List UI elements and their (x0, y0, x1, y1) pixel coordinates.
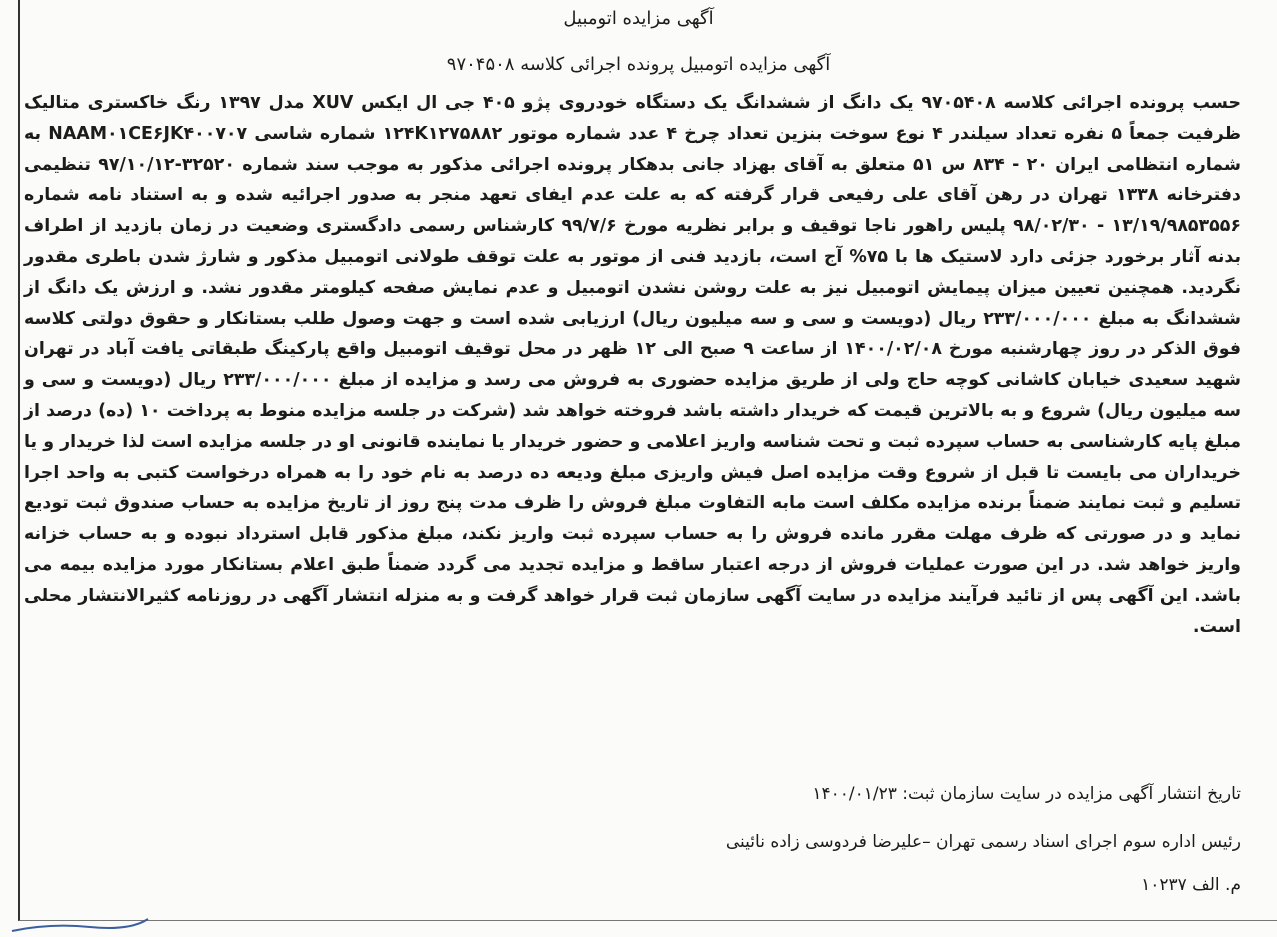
notice-subtitle: آگهی مزایده اتومبیل پرونده اجرائی کلاسه ۹۷۰۴۵۰۸ (446, 54, 831, 75)
publish-date: تاریخ انتشار آگهی مزایده در سایت سازمان ثبت: ۱۴۰۰/۰۱/۲۳ (812, 784, 1241, 804)
reference-code: م. الف ۱۰۲۳۷ (1141, 875, 1241, 895)
pen-stroke-decoration (10, 905, 150, 937)
notice-body: حسب پرونده اجرائی کلاسه ۹۷۰۵۴۰۸ یک دانگ از ششدانگ یک دستگاه خودروی پژو ۴۰۵ جی ال ایکس XUV مدل ۱۳۹۷ رنگ خاکستری متالیک ظرفیت جمعاً ۵ نفره تعداد سیلندر ۴ نوع سوخت بنزین تعداد چرخ ۴ عدد شماره موتور ۱۲۴K۱۲۷۵۸۸۲ شماره شاسی NAAM۰۱CE۶JK۴۰۰۷۰۷ به شماره انتظامی ایران ۲۰ - ۸۳۴ س ۵۱ متعلق به آقای بهزاد جانی بدهکار پرونده اجرائی مذکور به موجب سند شماره ۳۲۵۲۰-۹۷/۱۰/۱۲ تنظیمی دفترخانه ۱۳۳۸ تهران در رهن آقای علی رفیعی قرار گرفته که به علت عدم ایفای تعهد منجر به صدور اجرائیه شده و به استناد نامه شماره ۱۳/۱۹/۹۸۵۳۵۵۶ - ۹۸/۰۲/۳۰ پلیس راهور ناجا توقیف و برابر نظریه مورخ ۹۹/۷/۶ کارشناس رسمی دادگستری وضعیت در زمان بازدید از اطراف بدنه آثار برخورد جزئی دارد لاستیک ها با ۷۵% آج است، بازدید فنی از موتور به علت توقف طولانی اتومبیل مذکور و شارژ شدن باطری مقدور نگردید. همچنین تعیین میزان پیمایش اتومبیل نیز به علت روشن نشدن اتومبیل و عدم نمایش صفحه کیلومتر مقدور نشد. و ارزش یک دانگ از ششدانگ به مبلغ ۲۳۳/۰۰۰/۰۰۰ ریال (دویست و سی و سه میلیون ریال) ارزیابی شده است و جهت وصول طلب بستانکار و حقوق دولتی کلاسه فوق الذکر در روز چهارشنبه مورخ ۱۴۰۰/۰۲/۰۸ از ساعت ۹ صبح الی ۱۲ ظهر در محل توقیف اتومبیل واقع پارکینگ طبقاتی یافت آباد در تهران شهید سعیدی خیابان کاشانی کوچه حاج ولی از طریق مزایده حضوری به فروش می رسد و مزایده از مبلغ ۲۳۳/۰۰۰/۰۰۰ ریال (دویست و سی و سه میلیون ریال) شروع و به بالاترین قیمت که خریدار داشته باشد فروخته خواهد شد (شرکت در جلسه مزایده منوط به پرداخت ۱۰ (ده) درصد از مبلغ پایه کارشناسی به حساب سپرده ثبت و تحت شناسه واریز اعلامی و حضور خریدار یا نماینده قانونی او در جلسه مزایده است لذا خریدار و یا خریداران می بایست تا قبل از شروع وقت مزایده اصل فیش واریزی مبلغ ودیعه ده درصد به نام خود را به همراه درخواست کتبی به واحد اجرا تسلیم و ثبت نمایند ضمناً برنده مزایده مکلف است مابه التفاوت مبلغ فروش را ظرف مدت پنج روز از تاریخ مزایده به حساب صندوق ثبت تودیع نماید و در صورتی که ظرف مهلت مقرر مانده فروش را به حساب سپرده ثبت واریز نکند، مبلغ مذکور قابل استرداد نبوده و به حساب خزانه واریز خواهد شد. در این صورت عملیات فروش از درجه اعتبار ساقط و مزایده تجدید می گردد ضمناً طبق اعلام بستانکار مورد مزایده بیمه می باشد. این آگهی پس از تائید فرآیند مزایده در سایت آگهی سازمان ثبت قرار خواهد گرفت و به منزله انتشار آگهی در روزنامه کثیرالانتشار محلی است. (24, 93, 1242, 637)
notice-title: آگهی مزایده اتومبیل (563, 8, 714, 29)
signature-line: رئیس اداره سوم اجرای اسناد رسمی تهران –علیرضا فردوسی زاده نائینی (725, 832, 1241, 852)
